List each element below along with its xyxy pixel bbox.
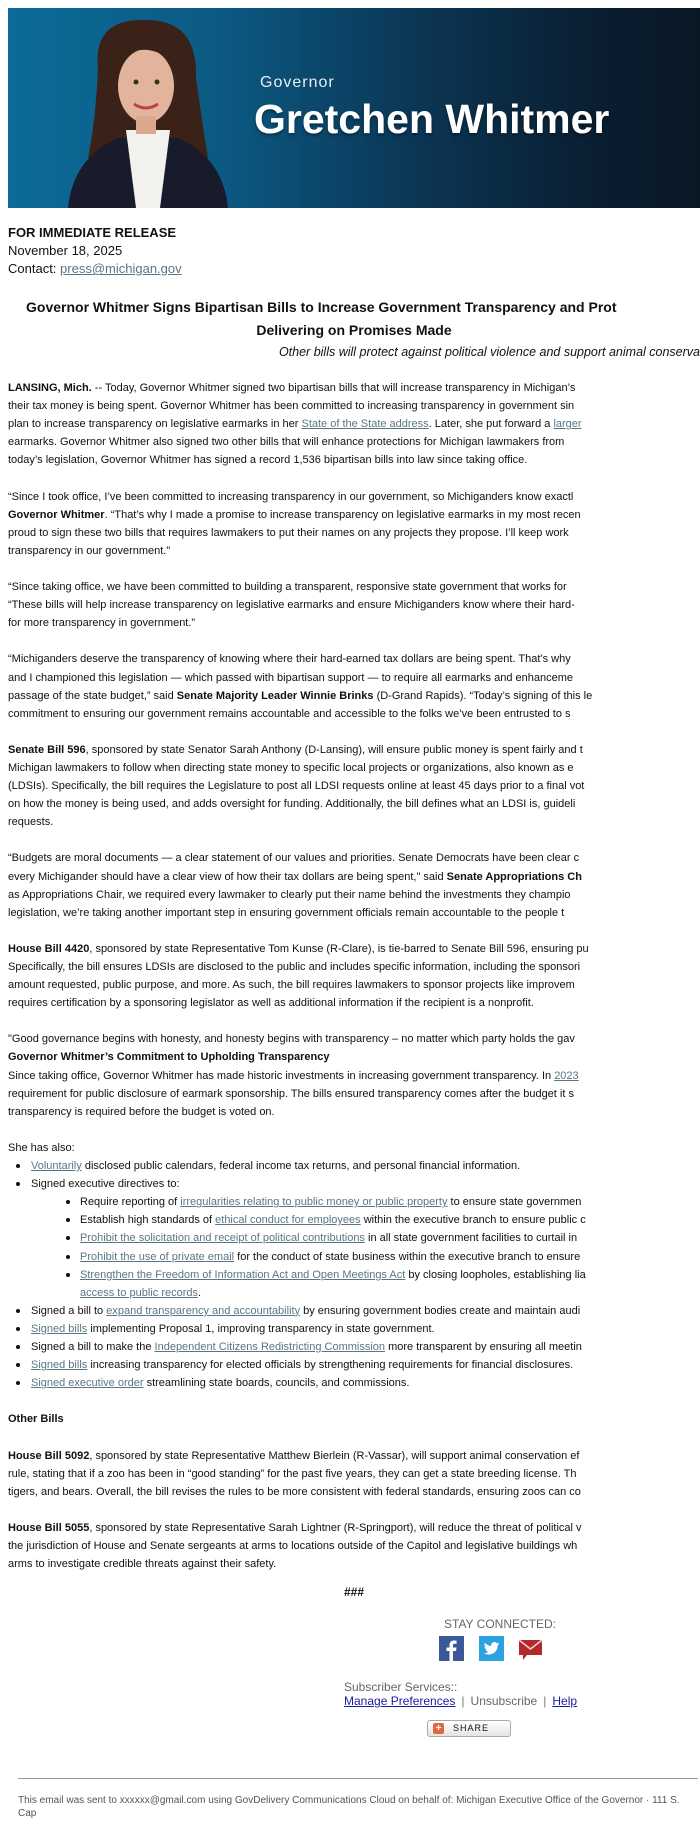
email-icon[interactable] — [518, 1636, 543, 1661]
headline-line-2: Delivering on Promises Made — [256, 322, 452, 338]
list-block — [8, 1157, 700, 1392]
text-segment: on how the money is being used, and adds oversight for funding. Additionally, the bill defines what an LDSI is, guideli — [8, 798, 576, 811]
text-segment: -- Today, Governor Whitmer signed two bipartisan bills that will increase transparency in Michigan’s — [91, 382, 576, 394]
paragraph — [8, 1139, 700, 1157]
text-segment: today’s legislation, Governor Whitmer has signed a record 1,536 bipartisan bills into law since taking office. — [8, 454, 528, 467]
text-line — [80, 1193, 700, 1211]
text-line — [8, 1085, 700, 1103]
text-segment: Since taking office, Governor Whitmer has made historic investments in increasing government transparency. In — [8, 1069, 555, 1082]
text-line — [8, 542, 700, 560]
text-line — [8, 994, 700, 1012]
inline-link[interactable]: Signed bills — [31, 1359, 88, 1372]
text-line — [8, 1519, 700, 1537]
text-line — [8, 415, 700, 433]
text-line — [8, 614, 700, 632]
headline-line-1: Governor Whitmer Signs Bipartisan Bills to Increase Government Transparency and Prot — [26, 299, 617, 315]
text-line — [8, 777, 700, 795]
paragraph — [8, 578, 700, 632]
text-segment: commitment to ensuring our government remains accountable and accessible to the folks we’ve been entrusted to s — [8, 707, 571, 720]
facebook-icon[interactable] — [439, 1636, 464, 1661]
text-segment: She has also: — [8, 1141, 75, 1154]
text-line — [8, 687, 700, 705]
text-segment: Signed a bill to — [31, 1304, 107, 1317]
text-line — [8, 759, 700, 777]
bold-text: House Bill 5092 — [8, 1449, 90, 1462]
text-line — [8, 524, 700, 542]
bullet-list — [8, 1193, 700, 1302]
text-segment: requires certification by a sponsoring legislator as well as additional information if the recipient is a nonprofit. — [8, 997, 534, 1010]
list-item — [8, 1193, 700, 1211]
inline-link[interactable]: Signed bills — [31, 1322, 88, 1335]
paragraph — [8, 940, 700, 1012]
text-segment: earmarks. Governor Whitmer also signed two other bills that will enhance protections for Michigan lawmakers from — [8, 436, 565, 449]
list-item — [8, 1248, 700, 1266]
text-segment: by ensuring government bodies create and maintain audi — [300, 1304, 581, 1317]
text-segment: “Michiganders deserve the transparency of knowing where their hard-earned tax dollars are being spent. That’s why — [8, 653, 571, 666]
text-line — [8, 1537, 700, 1555]
twitter-icon[interactable] — [479, 1636, 504, 1661]
list-item — [8, 1302, 700, 1320]
subscriber-services — [344, 1680, 577, 1708]
text-line — [80, 1284, 700, 1302]
inline-link[interactable]: 2023 — [554, 1069, 579, 1082]
text-line — [8, 849, 700, 867]
text-line — [8, 1483, 700, 1501]
list-item — [8, 1374, 700, 1392]
bold-text: LANSING, Mich. — [8, 382, 92, 394]
article-body — [8, 379, 700, 1591]
text-line — [8, 813, 700, 831]
text-line — [80, 1266, 700, 1284]
headline — [8, 296, 700, 342]
text-line — [8, 868, 700, 886]
text-segment: Establish high standards of — [80, 1214, 216, 1227]
bold-text: House Bill 4420 — [8, 942, 90, 955]
text-line — [8, 451, 700, 469]
text-segment: amount requested, public purpose, and more. As such, the bill requires lawmakers to sponsor projects like improvem — [8, 979, 575, 992]
inline-link[interactable]: irregularities relating to public money or public property — [180, 1196, 448, 1209]
bold-text: Governor Whitmer’s Commitment to Upholding Transparency — [8, 1051, 330, 1064]
text-segment: , sponsored by state Representative Sarah Lightner (R-Springport), will reduce the threat of political v — [89, 1521, 582, 1534]
text-segment: , sponsored by state Representative Tom Kunse (R-Clare), is tie-barred to Senate Bill 596, ensuring pu — [89, 942, 589, 955]
text-segment: . “That’s why I made a promise to increase transparency on legislative earmarks in my most recen — [104, 508, 581, 521]
text-line — [31, 1175, 700, 1193]
list-item — [8, 1320, 700, 1338]
paragraph — [8, 1030, 700, 1120]
text-segment: requests. — [8, 816, 54, 829]
subheadline: Other bills will protect against political violence and support animal conserva — [278, 345, 700, 359]
inline-link[interactable]: Prohibit the use of private email — [80, 1250, 235, 1263]
text-line — [8, 1030, 700, 1048]
list-item — [8, 1266, 700, 1302]
manage-preferences-link[interactable]: Manage Preferences — [344, 1694, 456, 1708]
text-segment: for the conduct of state business within the executive branch to ensure — [234, 1250, 581, 1263]
contact-line — [8, 260, 182, 278]
governor-banner — [8, 8, 700, 208]
text-segment: in all state government facilities to curtail in — [364, 1232, 578, 1245]
text-line — [8, 669, 700, 687]
share-button[interactable] — [427, 1720, 511, 1737]
governor-portrait — [48, 8, 248, 208]
text-segment: implementing Proposal 1, improving transparency in state government. — [87, 1322, 435, 1335]
text-line — [8, 1067, 700, 1085]
text-segment: “These bills will help increase transparency on legislative earmarks and ensure Michiganders know where their hard- — [8, 599, 575, 612]
text-line — [31, 1338, 700, 1356]
text-line — [8, 976, 700, 994]
text-segment: more transparent by ensuring all meetin — [385, 1340, 582, 1353]
text-segment: streamlining state boards, councils, and commissions. — [143, 1377, 410, 1390]
text-segment: arms to investigate credible threats against their safety. — [8, 1558, 277, 1571]
paragraph — [8, 488, 700, 560]
release-info — [8, 224, 182, 278]
banner-name: Gretchen Whitmer — [254, 96, 610, 142]
inline-link[interactable]: Strengthen the Freedom of Information Act and Open Meetings Act — [80, 1268, 406, 1281]
text-line — [8, 705, 700, 723]
list-item — [8, 1175, 700, 1193]
text-line — [8, 433, 700, 451]
text-segment: within the executive branch to ensure public c — [360, 1214, 586, 1227]
help-link[interactable]: Help — [552, 1694, 578, 1708]
bold-text: House Bill 5055 — [8, 1521, 90, 1534]
text-segment: every Michigander should have a clear view of how their tax dollars are being spent," said — [8, 870, 447, 883]
text-segment: plan to increase transparency on legislative earmarks in her — [8, 418, 302, 431]
plus-icon: + — [433, 1723, 444, 1734]
text-segment: their tax money is being spent. Governor Whitmer has been committed to increasing transparency in government sin — [8, 400, 575, 413]
end-mark: ### — [343, 1585, 365, 1599]
text-segment: , sponsored by state Representative Matthew Bierlein (R-Vassar), will support animal conservation ef — [89, 1449, 580, 1462]
paragraph — [8, 741, 700, 831]
text-line — [8, 904, 700, 922]
paragraph — [8, 379, 700, 469]
text-segment: increasing transparency for elected officials by strengthening requirements for financial disclosures. — [87, 1359, 574, 1372]
text-segment: disclosed public calendars, federal income tax returns, and personal financial information. — [81, 1160, 521, 1173]
text-line — [8, 506, 700, 524]
text-line — [8, 741, 700, 759]
text-line — [8, 940, 700, 958]
text-segment: Specifically, the bill ensures LDSIs are disclosed to the public and includes specific information, including the sponsori — [8, 961, 581, 973]
inline-link[interactable]: Prohibit the solicitation and receipt of political contributions — [80, 1232, 365, 1245]
list-item — [8, 1157, 700, 1175]
text-segment: by closing loopholes, establishing lia — [405, 1268, 586, 1281]
bold-text: Senate Bill 596 — [8, 743, 86, 756]
text-segment: passage of the state budget,” said — [8, 689, 177, 702]
text-line — [80, 1229, 700, 1247]
text-segment: . — [198, 1286, 202, 1299]
stay-connected-label: STAY CONNECTED: — [444, 1617, 557, 1631]
banner-label: Governor — [260, 74, 335, 91]
paragraph — [8, 1410, 700, 1428]
text-segment: for more transparency in government.” — [8, 617, 196, 630]
contact-email-link[interactable]: press@michigan.gov — [60, 261, 182, 277]
text-line — [8, 1139, 700, 1157]
bold-text: Senate Majority Leader Winnie Brinks — [176, 689, 374, 702]
text-segment: transparency is required before the budget is voted on. — [8, 1105, 275, 1118]
text-line — [8, 596, 700, 614]
text-segment: “Since taking office, we have been committed to building a transparent, responsive state government that works for — [8, 581, 567, 594]
contact-label: Contact: — [8, 261, 61, 277]
bold-text: Senate Appropriations Ch — [446, 870, 582, 883]
text-line — [8, 379, 700, 397]
text-segment: to ensure state governmen — [447, 1196, 582, 1209]
bullet-list — [8, 1157, 700, 1392]
text-line — [8, 1465, 700, 1483]
text-line — [31, 1302, 700, 1320]
text-line — [8, 397, 700, 415]
text-line — [8, 958, 700, 976]
subscriber-label: Subscriber Services:: — [344, 1680, 458, 1694]
inline-link[interactable]: State of the State address — [301, 418, 429, 431]
inline-link[interactable]: Voluntarily — [31, 1160, 82, 1173]
text-segment: Michigan lawmakers to follow when directing state money to specific local projects or organizations, also known as e — [8, 761, 574, 774]
text-segment: Signed executive directives to: — [31, 1178, 180, 1191]
text-line — [8, 1555, 700, 1573]
inline-link[interactable]: expand transparency and accountability — [106, 1304, 301, 1317]
inline-link[interactable]: larger — [553, 418, 582, 431]
text-segment: as Appropriations Chair, we required every lawmaker to clearly put their name behind the investments they champio — [8, 888, 571, 901]
inline-link[interactable]: Independent Citizens Redistricting Commission — [154, 1340, 386, 1353]
inline-link[interactable]: access to public records — [80, 1286, 198, 1299]
text-line — [8, 1447, 700, 1465]
text-line — [8, 1410, 700, 1428]
text-segment: (D-Grand Rapids). “Today’s signing of this le — [373, 689, 593, 702]
list-item — [8, 1356, 700, 1374]
text-segment: Require reporting of — [80, 1196, 181, 1209]
text-segment: "Good governance begins with honesty, and honesty begins with transparency – no matter which party holds the gav — [8, 1033, 575, 1046]
text-segment: requirement for public disclosure of earmark sponsorship. The bills ensured transparency comes after the budget it s — [8, 1087, 574, 1100]
text-line — [8, 1048, 700, 1066]
list-item — [8, 1229, 700, 1247]
separator: | — [543, 1694, 547, 1708]
share-label: SHARE — [453, 1723, 490, 1733]
footer-divider — [18, 1778, 698, 1779]
text-line — [31, 1320, 700, 1338]
text-segment: tigers, and bears. Overall, the bill revises the rules to be more consistent with federal standards, ensuring zoos can co — [8, 1485, 581, 1498]
unsubscribe-link[interactable]: Unsubscribe — [470, 1694, 538, 1708]
text-segment: , sponsored by state Senator Sarah Anthony (D-Lansing), will ensure public money is spent fairly and t — [85, 743, 583, 756]
text-line — [31, 1374, 700, 1392]
inline-link[interactable]: Signed executive order — [31, 1377, 144, 1390]
bold-text: Governor Whitmer — [8, 508, 105, 521]
text-segment: the jurisdiction of House and Senate sergeants at arms to locations outside of the Capitol and legislative buildings wh — [8, 1540, 578, 1552]
release-heading: FOR IMMEDIATE RELEASE — [8, 225, 177, 240]
inline-link[interactable]: ethical conduct for employees — [215, 1214, 361, 1227]
paragraph — [8, 849, 700, 921]
list-item — [8, 1338, 700, 1356]
text-segment: legislation, we’re taking another important step in ensuring government officials remain accountable to the people t — [8, 906, 565, 919]
text-line — [8, 886, 700, 904]
text-line — [8, 650, 700, 668]
text-segment: proud to sign these two bills that requires lawmakers to put their names on any projects they propose. I’ll keep work — [8, 526, 569, 539]
text-line — [8, 1103, 700, 1121]
paragraph — [8, 650, 700, 722]
text-line — [8, 488, 700, 506]
text-segment: rule, stating that if a zoo has been in “good standing” for the past five years, they can get a state breeding license. Th — [8, 1467, 577, 1480]
text-line — [80, 1211, 700, 1229]
paragraph — [8, 1447, 700, 1501]
text-line — [8, 578, 700, 596]
footer-notice: This email was sent to xxxxxx@gmail.com using GovDelivery Communications Cloud on behalf of: Michigan Executive Office of the Governor · 111 S. Cap — [18, 1795, 680, 1819]
text-segment: Signed a bill to make the — [31, 1340, 155, 1353]
text-line — [31, 1356, 700, 1374]
text-line — [8, 795, 700, 813]
text-segment: and I championed this legislation — which passed with bipartisan support — to require all earmarks and enhanceme — [8, 671, 573, 684]
text-segment: (LDSIs). Specifically, the bill requires the Legislature to post all LDSI requests online at least 45 days prior to a final vot — [8, 780, 585, 793]
text-segment: “Since I took office, I’ve been committed to increasing transparency in our government, so Michiganders know exactl — [8, 490, 574, 503]
text-segment: transparency in our government." — [8, 544, 171, 557]
text-segment: “Budgets are moral documents — a clear statement of our values and priorities. Senate Democrats have been clear c — [8, 852, 580, 865]
list-item — [8, 1211, 700, 1229]
separator: | — [461, 1694, 465, 1708]
paragraph — [8, 1519, 700, 1573]
bold-text: Other Bills — [8, 1413, 64, 1426]
text-line — [80, 1248, 700, 1266]
text-line — [31, 1157, 700, 1175]
text-segment: . Later, she put forward a — [428, 418, 554, 431]
release-date: November 18, 2025 — [8, 243, 123, 259]
